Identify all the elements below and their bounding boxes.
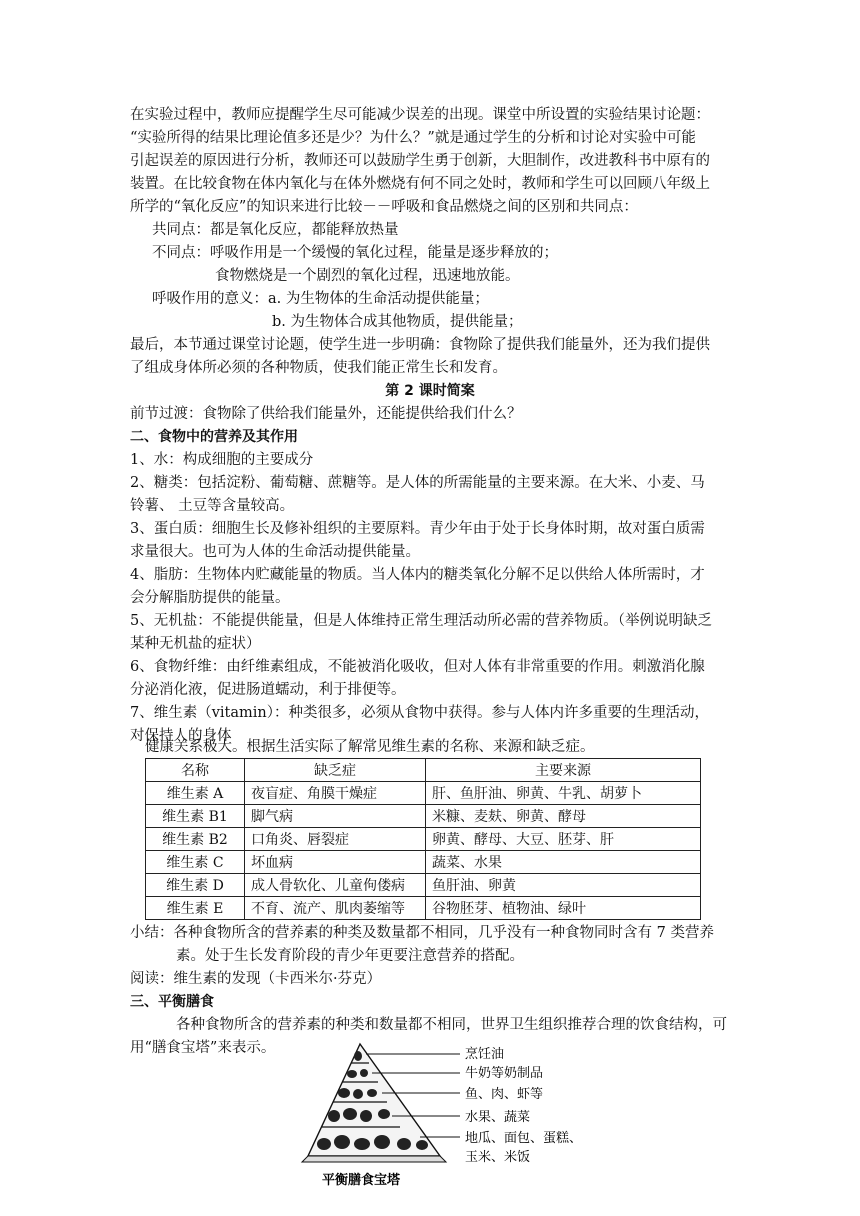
text-line: 最后，本节通过课堂讨论题，使学生进一步明确：食物除了提供我们能量外，还为我们提供 xyxy=(130,337,710,353)
table-row xyxy=(146,782,701,805)
table-cell: 坏血病 xyxy=(245,851,426,874)
table-cell: 维生素 B1 xyxy=(146,805,245,828)
text-line: 求量很大。也可为人体的生命活动提供能量。 xyxy=(130,544,420,560)
table-row xyxy=(146,828,701,851)
food-pyramid-figure xyxy=(300,1032,620,1192)
text-line: 装置。在比较食物在体内氧化与在体外燃烧有何不同之处时，教师和学生可以回顾八年级上 xyxy=(130,176,710,192)
table-cell: 脚气病 xyxy=(245,805,426,828)
table-cell: 夜盲症、角膜干燥症 xyxy=(245,782,426,805)
text-line: 各种食物所含的营养素的种类和数量都不相同，世界卫生组织推荐合理的饮食结构，可 xyxy=(176,1017,727,1033)
text-line: 3、蛋白质：细胞生长及修补组织的主要原料。青少年由于处于长身体时期，故对蛋白质需 xyxy=(130,521,705,537)
text-line: 4、脂肪：生物体内贮藏能量的物质。当人体内的糖类氧化分解不足以供给人体所需时，才 xyxy=(130,567,705,583)
text-line: 食物燃烧是一个剧烈的氧化过程，迅速地放能。 xyxy=(215,268,520,284)
text-line: 前节过渡：食物除了供给我们能量外，还能提供给我们什么？ xyxy=(130,406,522,422)
text-line: 健康关系极大。根据生活实际了解常见维生素的名称、来源和缺乏症。 xyxy=(145,739,595,755)
text-line: 素。处于生长发育阶段的青少年更要注意营养的搭配。 xyxy=(176,948,524,964)
text-line: 对保持人的身体 xyxy=(130,728,232,744)
pyramid-caption: 平衡膳食宝塔 xyxy=(322,1173,401,1188)
table-cell: 维生素 E xyxy=(146,897,245,920)
table-cell: 口角炎、唇裂症 xyxy=(245,828,426,851)
text-line: 1、水：构成细胞的主要成分 xyxy=(130,452,314,468)
pyramid-label-grains-2: 玉米、米饭 xyxy=(465,1150,531,1165)
text-line: 5、无机盐：不能提供能量，但是人体维持正常生理活动所必需的营养物质。（举例说明缺乏 xyxy=(130,613,712,629)
text-line: b. 为生物体合成其他物质，提供能量； xyxy=(272,314,523,330)
text-line: 共同点：都是氧化反应，都能释放热量 xyxy=(152,222,399,238)
table-cell: 卵黄、酵母、大豆、胚芽、肝 xyxy=(426,828,701,851)
pyramid-label-grains-1: 地瓜、面包、蛋糕、 xyxy=(465,1131,583,1146)
table-header: 主要来源 xyxy=(426,759,701,782)
table-row xyxy=(146,851,701,874)
text-line: 某种无机盐的症状） xyxy=(130,636,261,652)
table-cell: 维生素 B2 xyxy=(146,828,245,851)
table-row xyxy=(146,805,701,828)
text-line: 会分解脂肪提供的能量。 xyxy=(130,590,290,606)
table-cell: 蔬菜、水果 xyxy=(426,851,701,874)
pyramid-label-dairy: 牛奶等奶制品 xyxy=(465,1066,544,1081)
table-header-row xyxy=(146,759,701,782)
text-line: 用“膳食宝塔”来表示。 xyxy=(130,1040,276,1056)
pyramid-label-oil: 烹饪油 xyxy=(465,1047,505,1062)
table-cell: 不育、流产、肌肉萎缩等 xyxy=(245,897,426,920)
text-line: 6、食物纤维：由纤维素组成，不能被消化吸收，但对人体有非常重要的作用。刺激消化腺 xyxy=(130,659,705,675)
pyramid-label-meat: 鱼、肉、虾等 xyxy=(465,1087,544,1102)
table-cell: 谷物胚芽、植物油、绿叶 xyxy=(426,897,701,920)
table-header: 缺乏症 xyxy=(245,759,426,782)
text-line: 2、糖类：包括淀粉、葡萄糖、蔗糖等。是人体的所需能量的主要来源。在大米、小麦、马 xyxy=(130,475,705,491)
text-line: “实验所得的结果比理论值多还是少？为什么？”就是通过学生的分析和讨论对实验中可能 xyxy=(130,130,696,146)
text-line: 铃薯、 土豆等含量较高。 xyxy=(130,498,295,514)
text-line: 引起误差的原因进行分析，教师还可以鼓励学生勇于创新，大胆制作，改进教科书中原有的 xyxy=(130,153,710,169)
text-line: 不同点：呼吸作用是一个缓慢的氧化过程，能量是逐步释放的； xyxy=(152,245,558,261)
text-line: 呼吸作用的意义：a. 为生物体的生命活动提供能量； xyxy=(152,291,489,307)
table-cell: 米糠、麦麸、卵黄、酵母 xyxy=(426,805,701,828)
table-cell: 成人骨软化、儿童佝偻病 xyxy=(245,874,426,897)
lesson-title: 第 2 课时简案 xyxy=(385,383,475,399)
section-heading: 三、平衡膳食 xyxy=(130,994,214,1010)
table-header: 名称 xyxy=(146,759,245,782)
text-line: 所学的“氧化反应”的知识来进行比较－－呼吸和食品燃烧之间的区别和共同点： xyxy=(130,199,638,215)
table-cell: 维生素 A xyxy=(146,782,245,805)
table-cell: 维生素 D xyxy=(146,874,245,897)
vitamin-table xyxy=(145,758,701,920)
text-line: 了组成身体所必须的各种物质，使我们能正常生长和发育。 xyxy=(130,360,507,376)
table-row xyxy=(146,897,701,920)
pyramid-label-fruit-veg: 水果、蔬菜 xyxy=(465,1110,531,1125)
text-line: 7、维生素（vitamin）：种类很多，必须从食物中获得。参与人体内许多重要的生理活动， xyxy=(130,705,709,721)
table-cell: 肝、鱼肝油、卵黄、牛乳、胡萝卜 xyxy=(426,782,701,805)
table-row xyxy=(146,874,701,897)
section-heading: 二、食物中的营养及其作用 xyxy=(130,429,298,445)
text-line: 阅读：维生素的发现（卡西米尔·芬克） xyxy=(130,971,382,987)
table-cell: 维生素 C xyxy=(146,851,245,874)
text-line: 小结：各种食物所含的营养素的种类及数量都不相同，几乎没有一种食物同时含有 7 类营养 xyxy=(130,925,714,941)
text-line: 在实验过程中，教师应提醒学生尽可能减少误差的出现。课堂中所设置的实验结果讨论题： xyxy=(130,107,710,123)
table-cell: 鱼肝油、卵黄 xyxy=(426,874,701,897)
text-line: 分泌消化液，促进肠道蠕动，利于排便等。 xyxy=(130,682,406,698)
